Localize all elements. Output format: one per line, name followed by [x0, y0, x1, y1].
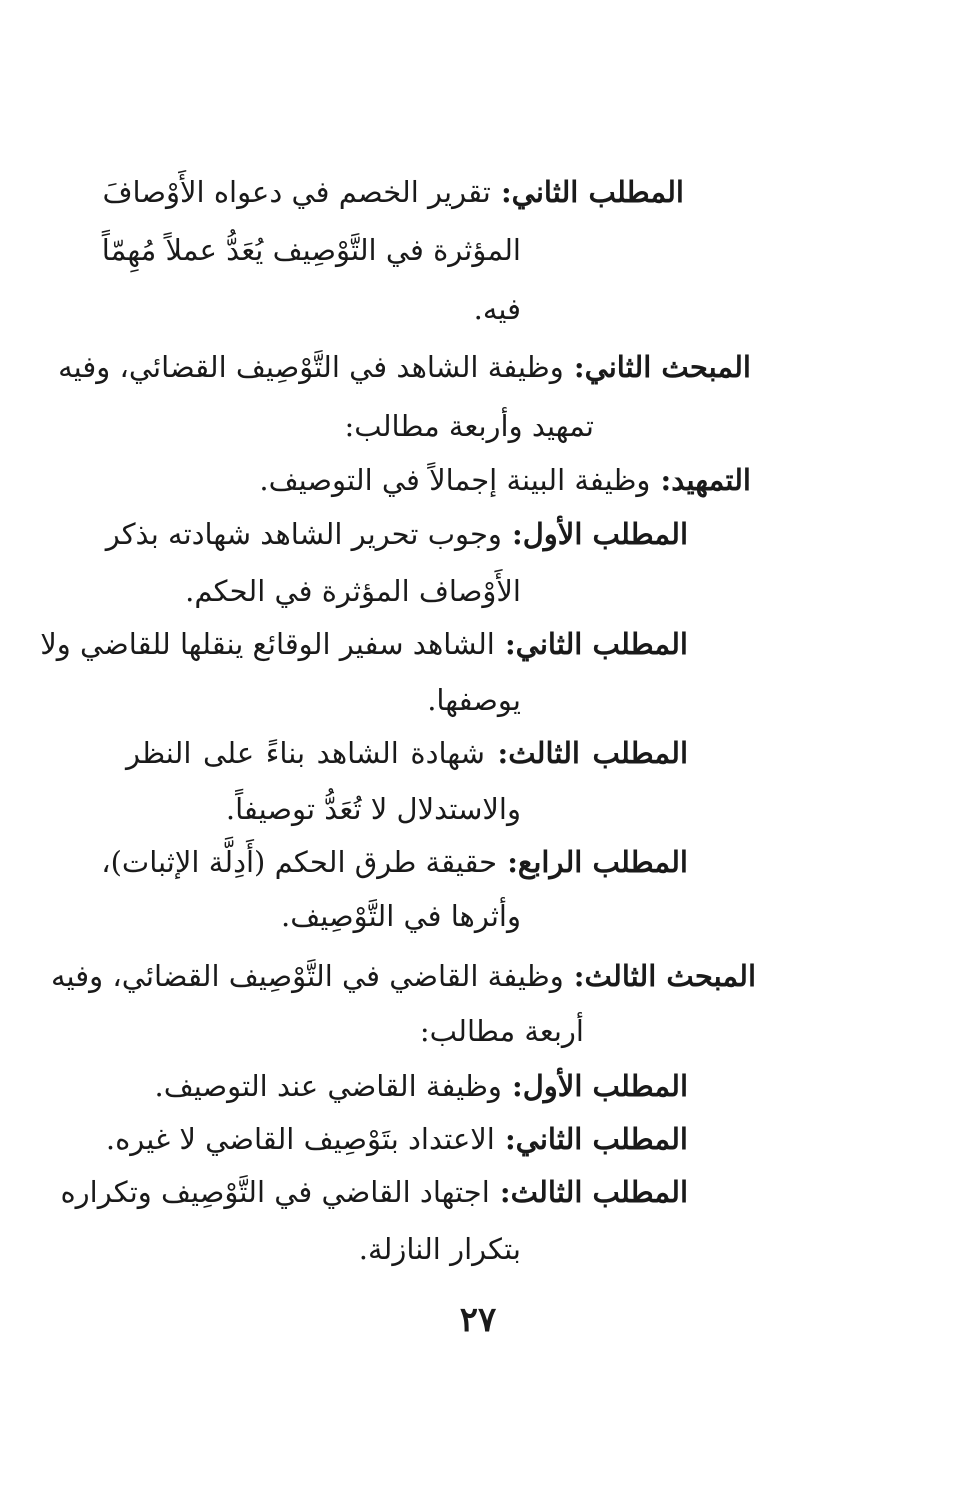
- entry-text: والاستدلال لا تُعَدُّ توصيفاً.: [225, 792, 521, 826]
- toc-line: [105, 512, 688, 556]
- entry-label: المطلب الثاني:: [494, 627, 688, 661]
- entry-text: المؤثرة في التَّوْصِيف يُعَدُّ عملاً مُهِمّاً: [101, 233, 521, 267]
- toc-line: [344, 404, 594, 448]
- toc-line: [101, 840, 688, 884]
- entry-label: المطلب الأول:: [501, 1069, 688, 1103]
- entry-text: بتكرار النازلة.: [358, 1232, 521, 1266]
- toc-line: [474, 287, 521, 331]
- toc-line: [106, 1117, 688, 1161]
- entry-text: وظيفة الشاهد في التَّوْصِيف القضائي، وفيه: [58, 350, 564, 384]
- entry-text: الاعتداد بتَوْصِيف القاضي لا غيره.: [105, 1122, 495, 1156]
- entry-text: شهادة الشاهد بناءً على النظر: [126, 736, 485, 770]
- entry-text: تمهيد وأربعة مطالب:: [344, 409, 594, 443]
- entry-label: المطلب الأول:: [501, 517, 688, 551]
- entry-label: المطلب الثاني:: [490, 175, 684, 209]
- toc-line: [259, 458, 751, 502]
- entry-label: المبحث الثالث:: [563, 959, 756, 993]
- entry-text: الأَوْصاف المؤثرة في الحكم.: [185, 574, 521, 608]
- entry-label: المطلب الثالث:: [489, 1175, 688, 1209]
- entry-text: وظيفة القاضي في التَّوْصِيف القضائي، وفيه: [50, 959, 564, 993]
- entry-label: المطلب الرابع:: [497, 845, 688, 879]
- entry-text: وجوب تحرير الشاهد شهادته بذكر: [105, 517, 502, 551]
- toc-line: [40, 622, 688, 666]
- toc-line: [102, 170, 684, 214]
- toc-line: [420, 1009, 584, 1053]
- toc-line: [60, 1170, 688, 1214]
- toc-line: [102, 228, 521, 272]
- entry-text: الشاهد سفير الوقائع ينقلها للقاضي ولا: [40, 627, 495, 661]
- entry-text: فيه.: [473, 292, 521, 326]
- entry-text: وأثرها في التَّوْصِيف.: [281, 899, 521, 933]
- toc-line: [126, 731, 688, 775]
- entry-text: أربعة مطالب:: [419, 1014, 584, 1048]
- toc-line: [58, 345, 751, 389]
- page-number: ٢٧: [459, 1300, 497, 1340]
- entry-text: وظيفة البينة إجمالاً في التوصيف.: [259, 463, 651, 497]
- toc-line: [185, 569, 521, 613]
- entry-text: يوصفها.: [427, 683, 521, 717]
- entry-text: تقرير الخصم في دعواه الأَوْصافَ: [102, 175, 491, 209]
- toc-line: [427, 678, 521, 722]
- toc-line: [154, 1064, 688, 1108]
- entry-label: المطلب الثاني:: [494, 1122, 688, 1156]
- toc-line: [226, 787, 521, 831]
- toc-line: [50, 954, 756, 998]
- entry-label: التمهيد:: [650, 463, 751, 497]
- entry-label: المبحث الثاني:: [563, 350, 751, 384]
- entry-label: المطلب الثالث:: [485, 736, 689, 770]
- toc-line: [281, 894, 521, 938]
- toc-line: [359, 1227, 521, 1271]
- entry-text: حقيقة طرق الحكم (أَدِلَّة الإثبات)،: [101, 845, 498, 879]
- entry-text: اجتهاد القاضي في التَّوْصِيف وتكراره: [60, 1175, 490, 1209]
- entry-text: وظيفة القاضي عند التوصيف.: [154, 1069, 502, 1103]
